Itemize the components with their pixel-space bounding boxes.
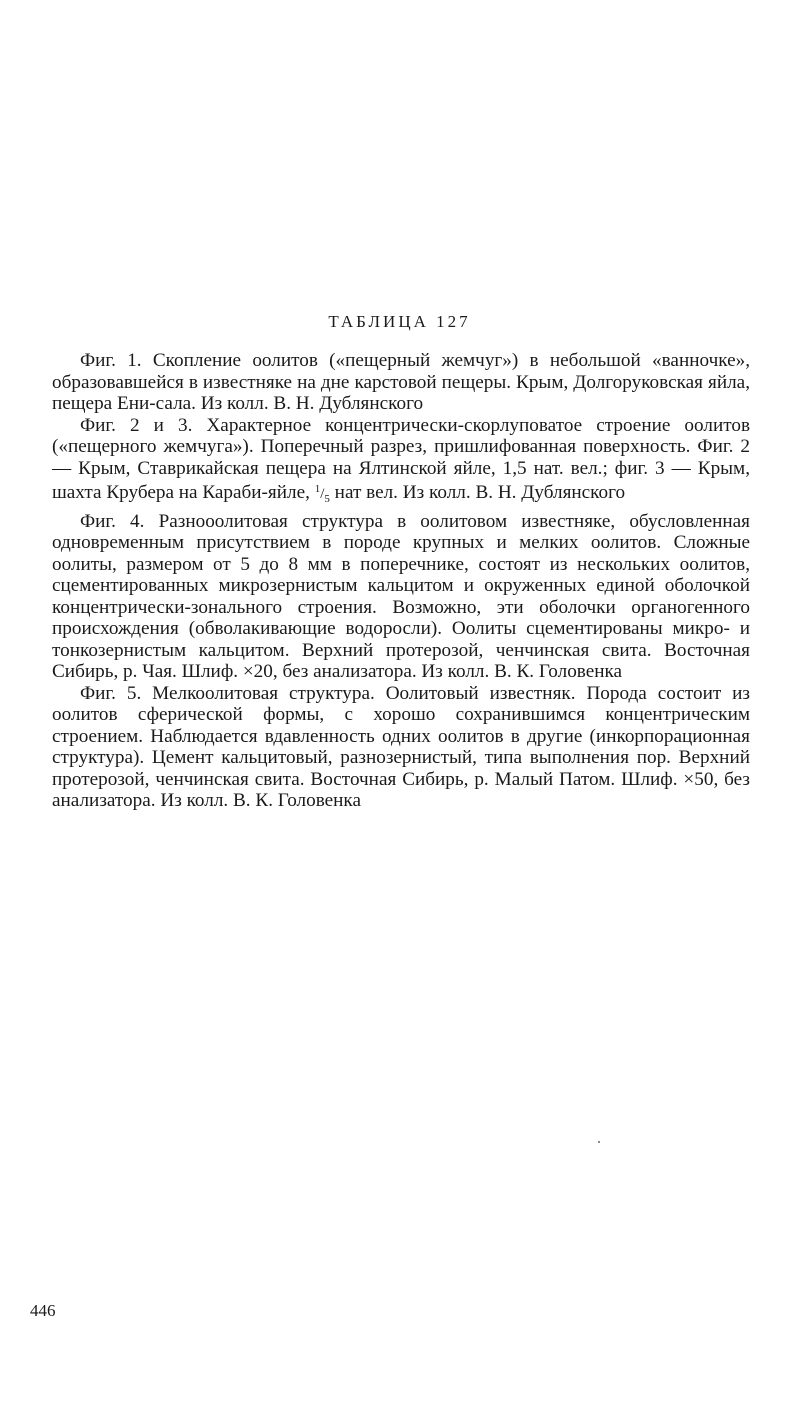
fraction-one-fifth: $^1/_5$ — [314, 483, 330, 505]
caption-fig-1: Фиг. 1. Скопление оолитов («пещерный жемчуг») в небольшой «ванночке», образовавшейся в известняке на дне карстовой пещеры. Крым, Долгоруковская яйла, пещера Ени-сала. Из колл. В. Н. Дублянского — [52, 350, 750, 414]
caption-fig-2-3-text: Фиг. 2 и 3. Характерное концентрически-скорлуповатое строение оолитов («пещерного жемчуга»). Поперечный разрез, пришлифованная поверхность. Фиг. 2 — Крым, Ставрикайская пещера на Ялтинской яйле, 1,5 нат. вел.; фиг. 3 — Крым, шахта Крубера на Караби-яйле, — [52, 414, 750, 503]
figure-captions — [52, 350, 750, 812]
fraction-denominator: 5 — [324, 493, 330, 505]
caption-fig-2-3-tail: нат вел. Из колл. В. Н. Дублянского — [329, 482, 626, 503]
caption-fig-2-3 — [52, 415, 750, 511]
fraction-numerator: 1 — [314, 483, 321, 495]
page-number: 446 — [30, 1301, 56, 1320]
caption-fig-4: Фиг. 4. Разнооолитовая структура в оолитовом известняке, обусловленная одновременным присутствием в породе крупных и мелких оолитов. Сложные оолиты, размером от 5 до 8 мм в поперечнике, состоят из нескольких оолитов, сцементированных микрозернистым кальцитом и окруженных единой оболочкой концентрически-зонального строения. Возможно, эти оболочки органогенного происхождения (обволакивающие водоросли). Оолиты сцементированы микро- и тонкозернистым кальцитом. Верхний протерозой, ченчинская свита. Восточная Сибирь, р. Чая. Шлиф. ×20, без анализатора. Из колл. В. К. Головенка — [52, 510, 750, 682]
table-title: ТАБЛИЦА 127 — [328, 312, 471, 331]
scan-speck — [598, 1141, 600, 1143]
caption-fig-5: Фиг. 5. Мелкоолитовая структура. Оолитовый известняк. Порода состоит из оолитов сферической формы, с хорошо сохранившимся концентрическим строением. Наблюдается вдавленность одних оолитов в другие (инкорпорационная структура). Цемент кальцитовый, разнозернистый, типа выполнения пор. Верхний протерозой, ченчинская свита. Восточная Сибирь, р. Малый Патом. Шлиф. ×50, без анализатора. Из колл. В. К. Головенка — [52, 682, 750, 811]
